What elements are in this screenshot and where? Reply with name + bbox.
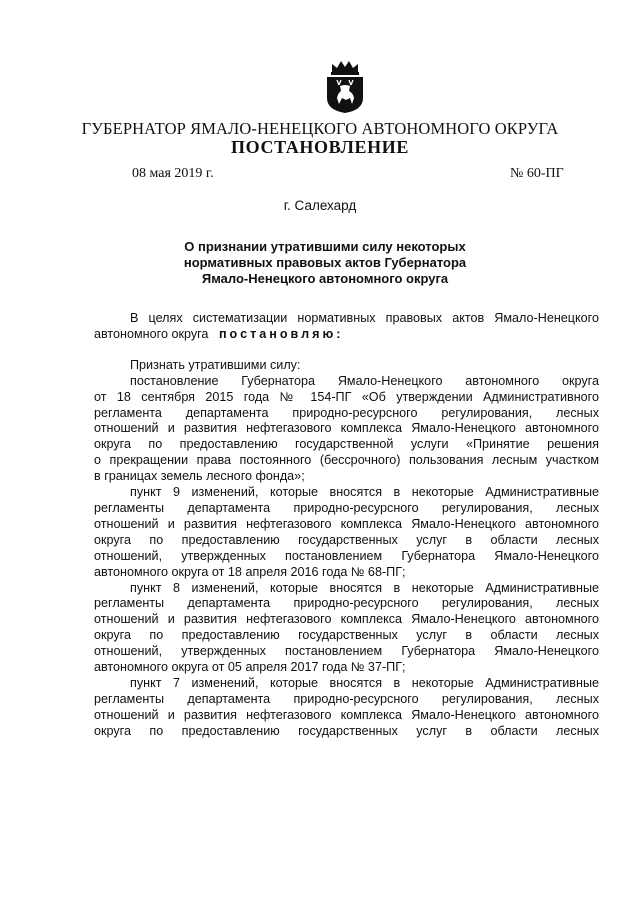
repealed-items-list xyxy=(94,374,599,740)
item-line: о прекращении права постоянного (бессрочного) пользования лесным участком xyxy=(94,453,599,468)
intro-line: Признать утратившими силу: xyxy=(130,357,301,372)
document-title xyxy=(170,239,480,287)
preamble-text: автономного округа xyxy=(94,326,209,341)
title-line: Ямало-Ненецкого автономного округа xyxy=(201,271,449,286)
item-line: отношений и развития нефтегазового комплекса Ямало-Ненецкого автономного xyxy=(94,421,599,436)
item-line: от 18 сентября 2015 года № 154-ПГ «Об утверждении Административного xyxy=(94,389,599,404)
item-line: в границах земель лесного фонда»; xyxy=(94,469,305,484)
issuing-authority: ГУБЕРНАТОР ЯМАЛО-НЕНЕЦКОГО АВТОНОМНОГО ОКРУГА xyxy=(81,119,559,138)
preamble-line: В целях систематизации нормативных правовых актов Ямало-Ненецкого xyxy=(130,311,599,325)
item-line: пункт 9 изменений, которые вносятся в некоторые Административные xyxy=(130,485,599,500)
document-type: ПОСТАНОВЛЕНИЕ xyxy=(231,137,409,157)
list-item xyxy=(94,581,599,676)
item-line: регламенты департамента природно-ресурсного регулирования, лесных xyxy=(94,691,599,706)
item-line: пункт 7 изменений, которые вносятся в некоторые Административные xyxy=(130,675,599,690)
title-line: О признании утратившими силу некоторых xyxy=(184,239,466,254)
list-item xyxy=(94,485,599,580)
item-line: округа по предоставлению государственных услуг в области лесных xyxy=(94,628,599,643)
item-line: отношений и развития нефтегазового комплекса Ямало-Ненецкого автономного xyxy=(94,707,599,722)
item-line: автономного округа от 18 апреля 2016 года № 68-ПГ; xyxy=(94,564,406,579)
coat-of-arms-icon xyxy=(324,58,366,114)
list-item xyxy=(94,676,599,740)
item-line: автономного округа от 05 апреля 2017 года № 37-ПГ; xyxy=(94,660,406,675)
preamble xyxy=(94,311,599,343)
item-line: постановление Губернатора Ямало-Ненецкого автономного округа xyxy=(130,373,599,388)
item-line: отношений и развития нефтегазового комплекса Ямало-Ненецкого автономного xyxy=(94,612,599,627)
preamble-line xyxy=(94,327,599,343)
document-city: г. Салехард xyxy=(283,198,357,213)
title-line: нормативных правовых актов Губернатора xyxy=(183,255,467,270)
item-line: округа по предоставлению государственных услуг в области лесных xyxy=(94,723,599,738)
item-line: регламента департамента природно-ресурсного регулирования, лесных xyxy=(94,405,599,420)
item-line: округа по предоставлению государственной услуги «Принятие решения xyxy=(94,437,599,452)
item-line: отношений и развития нефтегазового комплекса Ямало-Ненецкого автономного xyxy=(94,516,599,531)
preamble-emphasis: постановляю: xyxy=(218,326,344,341)
item-line: регламенты департамента природно-ресурсного регулирования, лесных xyxy=(94,596,599,611)
item-line: пункт 8 изменений, которые вносятся в некоторые Административные xyxy=(130,580,599,595)
list-item xyxy=(94,374,599,485)
item-line: округа по предоставлению государственных услуг в области лесных xyxy=(94,532,599,547)
document-date: 08 мая 2019 г. xyxy=(132,166,214,181)
item-line: регламенты департамента природно-ресурсного регулирования, лесных xyxy=(94,500,599,515)
document-body xyxy=(94,311,599,740)
item-line: отношений, утвержденных постановлением Губернатора Ямало-Ненецкого xyxy=(94,548,599,563)
document-number: № 60-ПГ xyxy=(510,166,564,181)
item-line: отношений, утвержденных постановлением Губернатора Ямало-Ненецкого xyxy=(94,644,599,659)
